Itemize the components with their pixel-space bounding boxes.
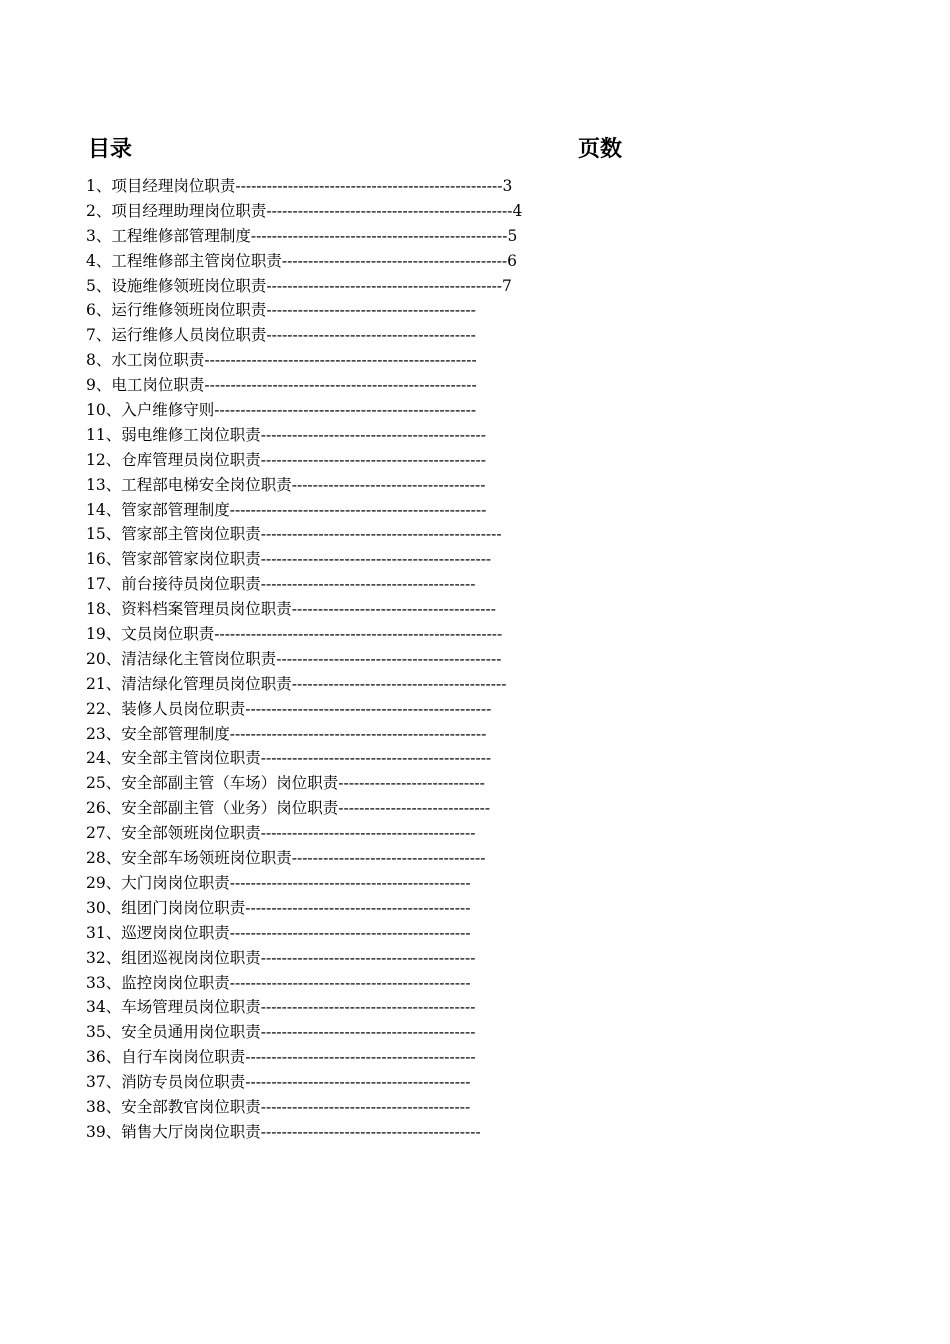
toc-entry[interactable]: 31、巡逻岗岗位职责---------------------------------------------- <box>86 923 471 942</box>
toc-entry[interactable]: 35、安全员通用岗位职责----------------------------------------- <box>86 1023 476 1042</box>
toc-entry[interactable]: 8、水工岗位职责---------------------------------------------------- <box>86 351 477 370</box>
toc-entry[interactable]: 22、装修人员岗位职责----------------------------------------------- <box>86 699 492 718</box>
toc-entry[interactable]: 36、自行车岗岗位职责-------------------------------------------- <box>86 1048 476 1067</box>
toc-list <box>86 174 646 1145</box>
toc-entry[interactable]: 7、运行维修人员岗位职责---------------------------------------- <box>86 326 476 345</box>
toc-entry[interactable]: 3、工程维修部管理制度-------------------------------------------------5 <box>86 226 518 245</box>
toc-entry[interactable]: 1、项目经理岗位职责---------------------------------------------------3 <box>86 177 513 195</box>
toc-entry[interactable]: 39、销售大厅岗岗位职责------------------------------------------ <box>86 1122 481 1141</box>
toc-entry[interactable]: 30、组团门岗岗位职责------------------------------------------- <box>86 898 471 917</box>
toc-entry[interactable]: 9、电工岗位职责---------------------------------------------------- <box>86 376 477 395</box>
toc-entry[interactable]: 27、安全部领班岗位职责----------------------------------------- <box>86 824 476 843</box>
toc-entry[interactable]: 19、文员岗位职责------------------------------------------------------- <box>86 625 503 644</box>
toc-entry[interactable]: 33、监控岗岗位职责---------------------------------------------- <box>86 973 471 992</box>
toc-entry[interactable]: 23、安全部管理制度------------------------------------------------- <box>86 724 487 743</box>
toc-entry[interactable]: 10、入户维修守则-------------------------------------------------- <box>86 401 477 420</box>
toc-entry[interactable]: 12、仓库管理员岗位职责------------------------------------------- <box>86 450 486 469</box>
toc-entry[interactable]: 24、安全部主管岗位职责-------------------------------------------- <box>86 749 492 768</box>
toc-entry[interactable]: 16、管家部管家岗位职责-------------------------------------------- <box>86 550 492 569</box>
toc-entry[interactable]: 4、工程维修部主管岗位职责-------------------------------------------6 <box>86 251 517 270</box>
toc-entry[interactable]: 34、车场管理员岗位职责----------------------------------------- <box>86 998 476 1017</box>
toc-title: 目录 <box>88 137 133 162</box>
toc-header <box>88 134 628 168</box>
toc-entry[interactable]: 6、运行维修领班岗位职责---------------------------------------- <box>86 301 476 320</box>
toc-page-heading: 页数 <box>578 137 623 162</box>
toc-entry[interactable]: 26、安全部副主管（业务）岗位职责----------------------------- <box>86 799 491 818</box>
toc-entry[interactable]: 21、清洁绿化管理员岗位职责----------------------------------------- <box>86 674 507 693</box>
toc-entry[interactable]: 13、工程部电梯安全岗位职责------------------------------------- <box>86 475 486 494</box>
toc-entry[interactable]: 17、前台接待员岗位职责----------------------------------------- <box>86 575 476 594</box>
toc-entry[interactable]: 14、管家部管理制度------------------------------------------------- <box>86 500 487 519</box>
toc-entry[interactable]: 32、组团巡视岗岗位职责----------------------------------------- <box>86 948 476 967</box>
toc-entry[interactable]: 37、消防专员岗位职责------------------------------------------- <box>86 1073 471 1092</box>
toc-entry[interactable]: 11、弱电维修工岗位职责------------------------------------------- <box>86 425 486 444</box>
toc-entry[interactable]: 38、安全部教官岗位职责---------------------------------------- <box>86 1097 471 1116</box>
toc-entry[interactable]: 29、大门岗岗位职责---------------------------------------------- <box>86 873 471 892</box>
toc-entry[interactable]: 15、管家部主管岗位职责---------------------------------------------- <box>86 525 502 544</box>
toc-entry[interactable]: 20、清洁绿化主管岗位职责------------------------------------------- <box>86 649 502 668</box>
toc-entry[interactable]: 18、资料档案管理员岗位职责--------------------------------------- <box>86 600 496 619</box>
toc-entry[interactable]: 2、项目经理助理岗位职责-----------------------------------------------4 <box>86 201 523 220</box>
toc-entry[interactable]: 25、安全部副主管（车场）岗位职责---------------------------- <box>86 774 485 793</box>
toc-entry[interactable]: 5、设施维修领班岗位职责---------------------------------------------7 <box>86 276 512 295</box>
toc-entry[interactable]: 28、安全部车场领班岗位职责------------------------------------- <box>86 849 486 868</box>
